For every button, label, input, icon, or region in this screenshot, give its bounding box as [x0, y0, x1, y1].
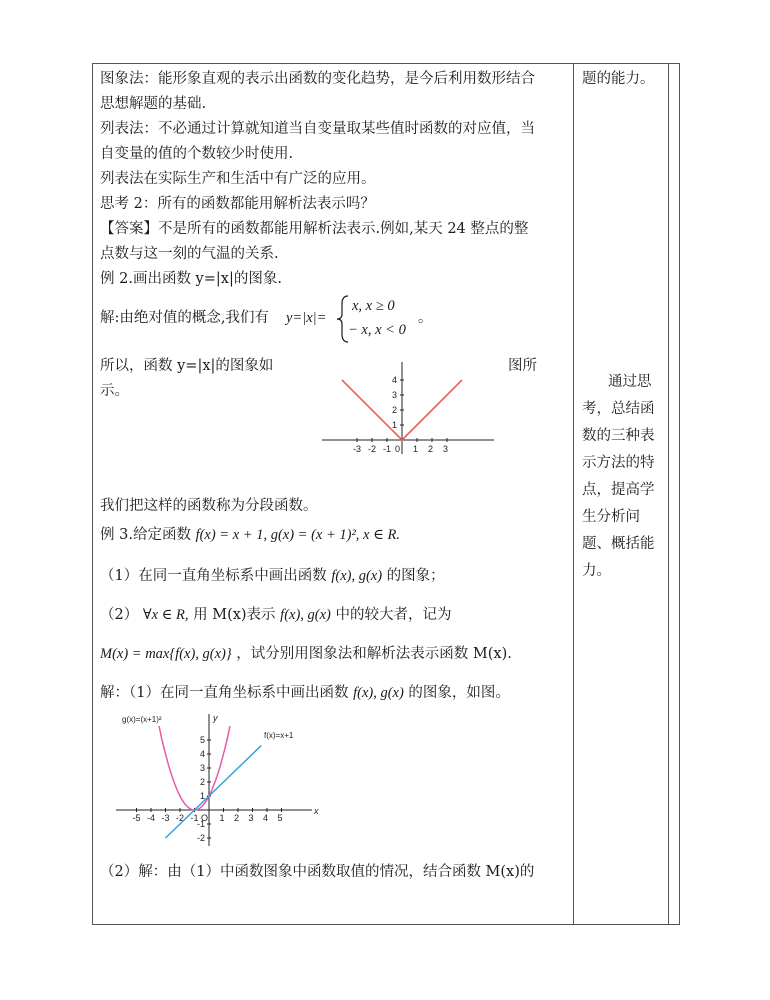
solution-2: （2）解：由（1）中函数图象中函数取值的情况，结合函数 M(x)的	[100, 864, 535, 880]
x-tick-label: 0	[395, 444, 401, 454]
y-tick-label: 2	[392, 405, 398, 415]
g-series-label: g(x)=(x+1)²	[122, 715, 162, 724]
question-1	[100, 564, 566, 589]
f-line	[166, 746, 262, 838]
think-question: 思考 2：所有的函数都能用解析法表示吗？	[100, 196, 375, 212]
x-tick-label: O	[201, 813, 209, 823]
y-tick-label: 2	[200, 777, 206, 787]
y-tick-label: 4	[392, 375, 398, 385]
x-tick-label: -2	[368, 444, 377, 454]
side-line: 通过思	[608, 374, 652, 390]
side-line: 力。	[582, 563, 611, 579]
y-tick-label: -1	[197, 819, 206, 829]
piece-positive: x, x ≥ 0	[352, 298, 395, 314]
q2-functions: f(x), g(x)	[280, 607, 331, 623]
text-line: 列表法：不必通过计算就知道当自变量取某些值时函数的对应值，当	[100, 121, 535, 137]
y-tick-label: -2	[197, 833, 206, 843]
example-2: 例 2.画出函数 y=|x|的图象.	[100, 271, 282, 287]
x-tick-label: 3	[248, 813, 254, 823]
y-tick-label: 3	[200, 763, 206, 773]
question-2	[100, 603, 566, 628]
y-tick-label: 1	[200, 791, 206, 801]
q2-suffix: 中的较大者，记为	[335, 607, 452, 623]
x-tick-label: 4	[263, 813, 269, 823]
example-3-functions: f(x) = x + 1, g(x) = (x + 1)², x ∈ R.	[195, 527, 400, 543]
x-tick-label: 1	[413, 444, 419, 454]
answer-line: 【答案】不是所有的函数都能用解析法表示.例如,某天 24 整点的整	[100, 221, 529, 237]
q2-prefix: （2）	[100, 607, 139, 623]
x-tick-label: -1	[190, 813, 199, 823]
g-parabola-curve	[159, 726, 230, 810]
column-divider	[573, 63, 574, 925]
period: 。	[418, 310, 433, 326]
x-axis-label: x	[314, 806, 319, 816]
s1-functions: f(x), g(x)	[353, 685, 404, 701]
y-tick-label: 3	[392, 390, 398, 400]
abs-graph-block	[100, 346, 566, 494]
side-line: 考，总结函	[582, 401, 655, 417]
column-divider-right	[668, 63, 669, 925]
abs-expression: y=|x|=	[286, 310, 327, 326]
piece-negative: − x, x < 0	[348, 322, 406, 338]
y-tick-label: 5	[200, 735, 206, 745]
x-tick-label: 3	[443, 444, 449, 454]
side-line: 生分析问	[582, 509, 640, 525]
s1-prefix: 解：（1）在同一直角坐标系中画出函数	[100, 685, 349, 701]
f-series-label: f(x)=x+1	[264, 731, 294, 740]
example-3	[100, 523, 566, 548]
text-line: 图象法：能形象直观的表示出函数的变化趋势，是今后利用数形结合	[100, 71, 535, 87]
x-tick-label: -5	[132, 813, 141, 823]
answer-line: 点数与这一刻的气温的关系.	[100, 246, 279, 262]
y-tick-label: 4	[200, 749, 206, 759]
x-tick-label: 2	[428, 444, 434, 454]
text-line: 自变量的值的个数较少时使用.	[100, 146, 294, 162]
solution-1	[100, 681, 566, 706]
side-line: 数的三种表	[582, 428, 655, 444]
text-line: 列表法在实际生产和生活中有广泛的应用。	[100, 171, 376, 187]
text-line: 思想解题的基础.	[100, 96, 207, 112]
s1-suffix: 的图象，如图。	[408, 685, 510, 701]
x-tick-label: 1	[219, 813, 225, 823]
q1-prefix: （1）在同一直角坐标系中画出函数	[100, 568, 327, 584]
piecewise-name: 我们把这样的函数称为分段函数。	[100, 498, 318, 514]
x-tick-label: -1	[383, 444, 392, 454]
q2-mid: 用 M(x)表示	[193, 607, 276, 623]
x-tick-label: -4	[147, 813, 156, 823]
x-tick-label: 5	[277, 813, 283, 823]
x-tick-label: -3	[353, 444, 362, 454]
graph-caption-c: 示。	[100, 383, 129, 399]
x-tick-label: -3	[161, 813, 170, 823]
fg-graph-block	[100, 706, 566, 852]
side-line: 点，提高学	[582, 482, 655, 498]
example-3-prefix: 例 3.给定函数	[100, 527, 191, 543]
side-line: 示方法的特	[582, 455, 655, 471]
graph-caption-a: 所以，函数 y=|x|的图象如	[100, 358, 274, 374]
y-axis-label: y	[213, 713, 218, 723]
question-2-continued	[100, 642, 566, 667]
x-tick-label: 2	[234, 813, 240, 823]
design-intent	[582, 369, 664, 585]
y-tick-label: 1	[392, 420, 398, 430]
solution-prefix: 解:由绝对值的概念,我们有	[100, 310, 269, 326]
graph-caption-b: 图所	[508, 358, 537, 374]
side-line: 题、概括能	[582, 536, 655, 552]
abs-value-chart	[318, 358, 498, 458]
q1-suffix: 的图象；	[386, 568, 445, 584]
max-definition: M(x) = max{f(x), g(x)}	[100, 646, 232, 662]
q2b-suffix: ，试分别用图象法和解析法表示函数 M(x).	[236, 646, 512, 662]
q1-functions: f(x), g(x)	[331, 568, 383, 584]
x-tick-label: -2	[176, 813, 185, 823]
side-note-top: 题的能力。	[582, 71, 655, 87]
q2-forall: ∀x ∈ R,	[142, 607, 189, 623]
fg-chart	[114, 712, 334, 852]
lesson-plan-table	[92, 63, 680, 925]
teaching-content	[100, 67, 566, 885]
piecewise-definition	[100, 292, 566, 346]
